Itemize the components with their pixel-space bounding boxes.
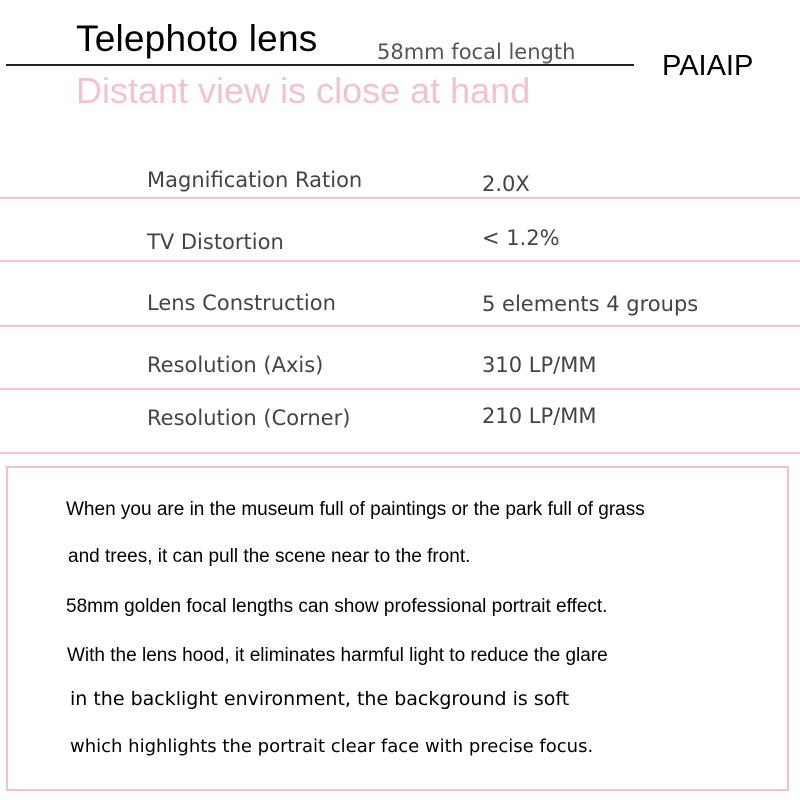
description-line: in the backlight environment, the background is soft [70, 688, 570, 710]
spec-value: 310 LP/MM [482, 353, 597, 377]
description-box [6, 466, 789, 791]
spec-divider [0, 388, 800, 390]
description-line: 58mm golden focal lengths can show professional portrait effect. [66, 596, 608, 617]
spec-divider [0, 325, 800, 327]
description-line: and trees, it can pull the scene near to the front. [68, 546, 471, 567]
spec-label: Resolution (Axis) [147, 353, 324, 377]
spec-value: < 1.2% [482, 226, 560, 250]
description-line: When you are in the museum full of paintings or the park full of grass [66, 499, 645, 520]
description-line: With the lens hood, it eliminates harmful light to reduce the glare [67, 645, 608, 666]
spec-label: TV Distortion [147, 230, 284, 254]
spec-value: 5 elements 4 groups [482, 292, 699, 316]
spec-value: 2.0X [482, 172, 530, 196]
spec-label: Magnification Ration [147, 168, 363, 192]
spec-divider [0, 197, 800, 199]
spec-divider [0, 260, 800, 262]
spec-label: Resolution (Corner) [147, 406, 351, 430]
product-title: Telephoto lens [76, 18, 318, 59]
focal-length-subtitle: 58mm focal length [377, 40, 576, 64]
description-line: which highlights the portrait clear face with precise focus. [70, 736, 594, 757]
spec-value: 210 LP/MM [482, 404, 597, 428]
title-underline [6, 64, 634, 66]
tagline: Distant view is close at hand [76, 70, 531, 111]
spec-label: Lens Construction [147, 291, 336, 315]
brand-name: PAIAIP [662, 50, 754, 82]
spec-divider [0, 452, 800, 454]
